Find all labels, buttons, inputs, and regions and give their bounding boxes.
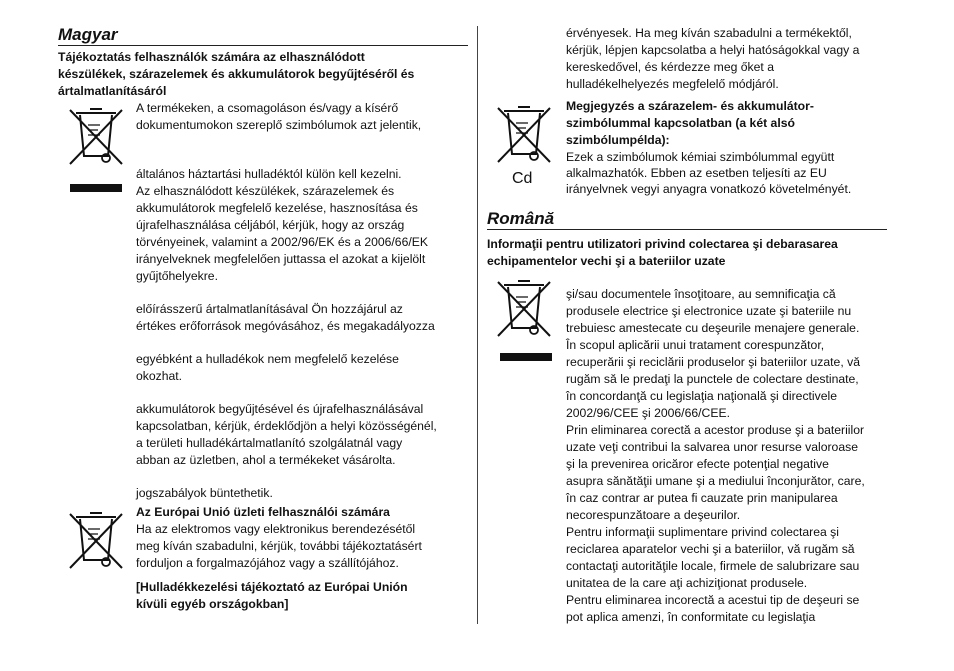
- text-line: kérjük, lépjen kapcsolatba a helyi hatóságokkal vagy a: [566, 43, 860, 57]
- text-line: jogszabályok büntethetik.: [136, 486, 273, 500]
- text-line: törvényeinek, valamint a 2002/96/EK és a 2006/66/EK: [136, 235, 429, 249]
- text-line: előírásszerű ártalmatlanításával Ön hozzájárul az: [136, 302, 403, 316]
- text-line: érvényesek. Ha meg kíván szabadulni a termékektől,: [566, 26, 852, 40]
- crossed-out-wheeled-bin-icon: [494, 104, 554, 166]
- text-line: şi/sau documentele însoţitoare, au semnificaţia că: [566, 287, 836, 301]
- text-line: irányelvnek vegyi anyagra vonatkozó követelményét.: [566, 182, 852, 196]
- text-line: kereskedővel, és kérdezze meg őket a: [566, 60, 774, 74]
- text-line: necorespunzătoare a deşeurilor.: [566, 508, 741, 522]
- text-line: hulladékelhelyezés megfelelő módjáról.: [566, 77, 779, 91]
- intro-line: készülékek, szárazelemek és akkumulátorok begyűjtéséről és: [58, 67, 415, 81]
- crossed-out-wheeled-bin-icon: [66, 510, 126, 572]
- text-line: a területi hulladékártalmatlanító szolgálatnál vagy: [136, 436, 403, 450]
- heading-romana: Română: [487, 209, 555, 228]
- text-line: irányelveknek megfelelően juttassa el azokat a kijelölt: [136, 252, 426, 266]
- text-line: în caz contrar ar putea fi cauzate prin manipularea: [566, 491, 838, 505]
- outside-eu-title: kívüli egyéb országokban]: [136, 597, 289, 611]
- text-line: rugăm să le predaţi la punctele de colectare destinate,: [566, 372, 859, 386]
- text-line: általános háztartási hulladéktól külön kell kezelni.: [136, 167, 402, 181]
- text-line: şi la prevenirea oricăror efecte potenţial negative: [566, 457, 829, 471]
- intro-line: Informaţii pentru utilizatori privind colectarea şi debarasarea: [487, 237, 838, 251]
- text-line: produsele electrice şi electronice uzate şi bateriile nu: [566, 304, 852, 318]
- black-bar-symbol: [500, 353, 552, 361]
- text-line: értékes erőforrások megóvásához, és megakadályozza: [136, 319, 435, 333]
- heading-rule: [487, 229, 887, 230]
- text-line: pot aplica amenzi, în conformitate cu legislaţia: [566, 610, 816, 624]
- intro-line: echipamentelor vechi şi a bateriilor uzate: [487, 254, 726, 268]
- heading-rule: [58, 45, 468, 46]
- crossed-out-wheeled-bin-icon: [66, 106, 126, 168]
- column-divider: [477, 26, 478, 624]
- note-title: szimbólumpélda):: [566, 133, 670, 147]
- text-line: în concordanţă cu legislaţia naţională şi directivele: [566, 389, 837, 403]
- note-title: Megjegyzés a szárazelem- és akkumulátor-: [566, 99, 814, 113]
- text-line: unitatea de la care aţi achiziţionat produsele.: [566, 576, 808, 590]
- text-line: contactaţi autorităţile locale, firmele de salubrizare sau: [566, 559, 860, 573]
- text-line: trebuiesc amestecate cu deşeurile menajere generale.: [566, 321, 860, 335]
- text-line: Ha az elektromos vagy elektronikus berendezésétől: [136, 522, 416, 536]
- crossed-out-wheeled-bin-icon: [494, 278, 554, 340]
- cd-chemical-symbol: Cd: [512, 170, 533, 187]
- intro-line: ártalmatlanításáról: [58, 84, 167, 98]
- text-line: 2002/96/CEE şi 2006/66/CEE.: [566, 406, 730, 420]
- text-line: asupra sănătăţii umane şi a mediului înconjurător, care,: [566, 474, 865, 488]
- text-line: dokumentumokon szereplő szimbólumok azt jelentik,: [136, 118, 422, 132]
- text-line: abban az üzletben, ahol a termékeket vásárolta.: [136, 453, 396, 467]
- text-line: gyűjtőhelyekre.: [136, 269, 218, 283]
- intro-line: Tájékoztatás felhasználók számára az elhasználódott: [58, 50, 365, 64]
- text-line: Pentru eliminarea incorectă a acestui tip de deşeuri se: [566, 593, 860, 607]
- text-line: alkalmazhatók. Ebben az esetben teljesíti az EU: [566, 166, 827, 180]
- text-line: Az elhasználódott készülékek, szárazelemek és: [136, 184, 395, 198]
- text-line: újrafelhasználása céljából, kérjük, hogy az ország: [136, 218, 405, 232]
- text-line: okozhat.: [136, 369, 183, 383]
- text-line: forduljon a forgalmazójához vagy a szállítójához.: [136, 556, 399, 570]
- text-line: reciclarea aparatelor vechi şi a bateriilor, vă rugăm să: [566, 542, 855, 556]
- text-line: Prin eliminarea corectă a acestor produse şi a bateriilor: [566, 423, 865, 437]
- eu-business-title: Az Európai Unió üzleti felhasználói számára: [136, 505, 390, 519]
- text-line: meg kíván szabadulni, kérjük, további tájékoztatásért: [136, 539, 422, 553]
- outside-eu-title: [Hulladékkezelési tájékoztató az Európai Unión: [136, 580, 408, 594]
- text-line: A termékeken, a csomagoláson és/vagy a kísérő: [136, 101, 399, 115]
- text-line: akkumulátorok megfelelő kezelése, hasznosítása és: [136, 201, 418, 215]
- text-line: În scopul aplicării unui tratament corespunzător,: [566, 338, 825, 352]
- text-line: Pentru informaţii suplimentare privind colectarea şi: [566, 525, 839, 539]
- text-line: uzate veţi contribui la salvarea unor resurse valoroase: [566, 440, 858, 454]
- note-title: szimbólummal kapcsolatban (a két alsó: [566, 116, 795, 130]
- black-bar-symbol: [70, 184, 122, 192]
- text-line: akkumulátorok begyűjtésével és újrafelhasználásával: [136, 402, 424, 416]
- text-line: egyébként a hulladékok nem megfelelő kezelése: [136, 352, 399, 366]
- text-line: kapcsolatban, kérjük, érdeklődjön a helyi közösségénél,: [136, 419, 437, 433]
- text-line: Ezek a szimbólumok kémiai szimbólummal együtt: [566, 150, 835, 164]
- heading-magyar: Magyar: [58, 25, 118, 44]
- text-line: recuperării şi reciclării produselor şi bateriilor uzate, vă: [566, 355, 860, 369]
